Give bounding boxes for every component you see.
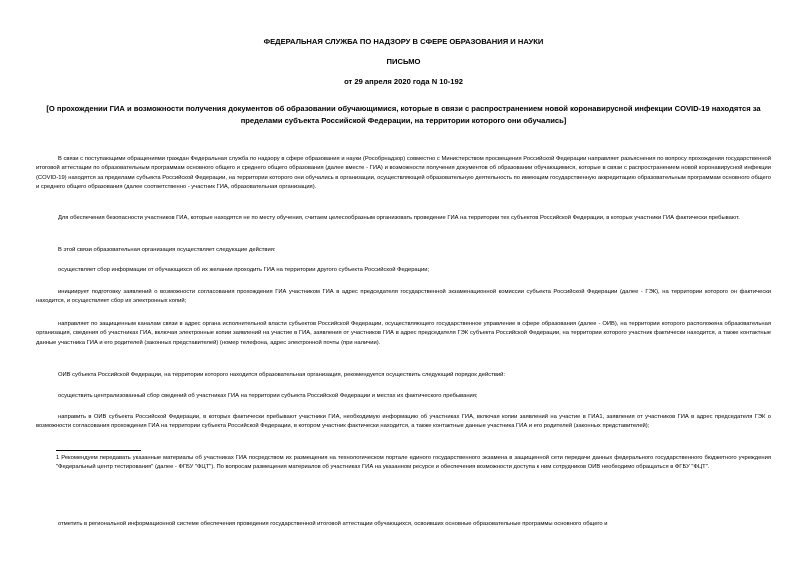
paragraph-applications: инициирует подготовку заявлений о возможности согласования прохождения ГИА участником ГИА в адрес председателя государственной экзаменационной комиссии субъекта Российской Федерации (далее - ГЭК), на территории которого он фактически находится, и осуществляет сбор их электронных копий; xyxy=(36,289,771,305)
document-subject: [О прохождении ГИА и возможности получения документов об образовании обучающимися, которые в связи с распространением новой коронавирусной инфекции COVID-19 находятся за пределами субъекта Российской Федерации, на территории которого они обучались] xyxy=(46,104,761,125)
paragraph-collect-info: осуществляет сбор информации от обучающихся об их желании проходить ГИА на территории другого субъекта Российской Федерации; xyxy=(58,267,430,273)
paragraph-intro: В связи с поступающими обращениями граждан Федеральная служба по надзору в сфере образования и науки (Рособрнадзор) совместно с Министерством просвещения Российской Федерации направляет разъяснения по вопросу прохождения государственной итоговой аттестации по образовательным программам основного общего и среднего общего образования (далее вместе - ГИА) и возможности получения документов об образовании обучающимися, которые в связи с распространением новой коронавирусной инфекции (COVID-19) находятся за пределами субъекта Российской Федерации, на территории которого они обучались в организации, осуществляющей образовательную деятельность по имеющим государственную аккредитацию образовательным программам основного общего и среднего общего образования (далее соответственно - участник ГИА, образовательная организация). xyxy=(36,156,771,190)
paragraph-actions-lead: В этой связи образовательная организация осуществляет следующие действия: xyxy=(58,247,276,253)
paragraph-send-secure: направляет по защищенным каналам связи в адрес органа исполнительной власти субъектов Российской Федерации, осуществляющего государственное управление в сфере образования (далее - ОИВ), на территории которого расположена образовательная организация, сведения об участниках ГИА, включая электронные копии заявлений на участие в ГИА, заявления от участников ГИА в адрес председателя ГЭК субъекта Российской Федерации, на территории которого участник фактически находится, а также контактные данные участника ГИА и его родителей (законных представителей) (номер телефона, адрес электронной почты (при наличии). xyxy=(36,321,771,346)
paragraph-oiv-order: ОИВ субъекта Российской Федерации, на территории которого находится образовательная организация, рекомендуется осуществить следующий порядок действий: xyxy=(58,372,505,378)
paragraph-safety: Для обеспечения безопасности участников ГИА, которые находятся не по месту обучения, считаем целесообразным организовать проведение ГИА на территории тех субъектов Российской Федерации, в которых участники ГИА фактически пребывают. xyxy=(58,215,740,221)
footnote-divider xyxy=(56,450,141,451)
paragraph-forward-info: направить в ОИВ субъекта Российской Федерации, в которых фактически пребывают участники ГИА, необходимую информацию об участниках ГИА, включая копии заявлений на участие в ГИА1, заявления от участников ГИА в адрес председателя ГЭК о возможности согласования прохождения ГИА на территории субъекта Российской Федерации, в котором участник фактически находится, а также контактные данные участника ГИА и его родителей (законных представителей); xyxy=(36,414,771,430)
agency-heading: ФЕДЕРАЛЬНАЯ СЛУЖБА ПО НАДЗОРУ В СФЕРЕ ОБРАЗОВАНИЯ И НАУКИ xyxy=(263,37,544,46)
footnote: 1 Рекомендуем передавать указанные материалы об участниках ГИА посредством их размещения на технологическом портале единого государственного экзамена в защищенной сети передачи данных федерального государственного бюджетного учреждения "Федеральный центр тестирования" (далее - ФГБУ "ФЦТ"). По вопросам размещения материалов об участниках ГИА на указанном ресурсе и обеспечения возможности доступа к ним сотрудников ОИВ необходимо обращаться в ФГБУ "ФЦТ". xyxy=(56,455,771,471)
document-type: ПИСЬМО xyxy=(386,57,421,66)
date-and-number: от 29 апреля 2020 года N 10-192 xyxy=(344,77,463,86)
paragraph-central-collection: осуществить централизованный сбор сведений об участниках ГИА на территории субъекта Российской Федерации и местах их фактического пребывания; xyxy=(58,393,478,399)
paragraph-regional-system: отметить в региональной информационной системе обеспечения проведения государственной итоговой аттестации обучающихся, освоивших основные образовательные программы основного общего и xyxy=(58,521,608,527)
